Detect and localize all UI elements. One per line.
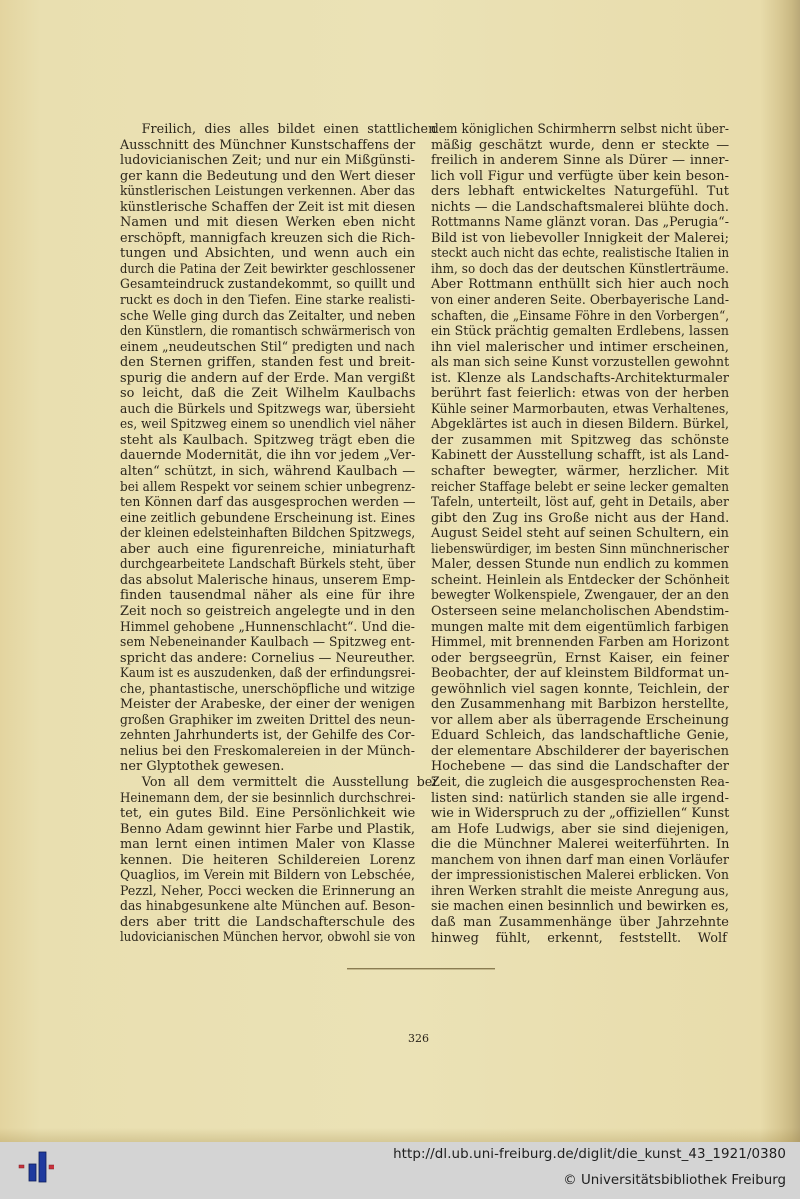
text-line: der elementare Abschilderer der bayerischen [431, 743, 729, 759]
text-line: sie machen einen besinnlich und bewirken es, [431, 899, 729, 915]
text-line: Kabinett der Ausstellung schafft, ist als Land- [431, 448, 729, 464]
text-line: Heinemann dem, der sie besinnlich durchschrei- [120, 790, 416, 806]
text-line: lich voll Figur und verfügte über kein beson- [431, 168, 729, 184]
text-line: tungen und Absichten, und wenn auch ein [120, 246, 416, 262]
text-line: steckt auch nicht das echte, realistische Italien in [431, 246, 730, 262]
text-line: großen Graphiker im zweiten Drittel des neun- [120, 712, 416, 728]
text-line: August Seidel steht auf seinen Schultern, ein [431, 526, 729, 542]
text-line: gewöhnlich viel sagen konnte, Teichlein, der [431, 681, 729, 697]
text-line: künstlerischen Leistungen verkennen. Aber das [120, 184, 415, 200]
text-line: Pezzl, Neher, Pocci wecken die Erinnerung an [120, 883, 416, 899]
text-line: spurig die andern auf der Erde. Man vergißt [120, 370, 415, 386]
text-line: Ausschnitt des Münchner Kunstschaffens der [120, 137, 416, 153]
text-line: Hochebene — das sind die Landschafter der [431, 759, 729, 775]
signoff-line [431, 931, 729, 947]
text-line: das absolut Malerische hinaus, unserem Emp- [120, 572, 416, 588]
permalink-url[interactable]: http://dl.ub.uni-freiburg.de/diglit/die_kunst_43_1921/0380 [393, 1147, 786, 1162]
text-line: ihn viel malerischer und intimer erscheinen, [431, 339, 730, 355]
text-line: alten“ schützt, in sich, während Kaulbach — [120, 464, 416, 480]
text-line: ruckt es doch in den Tiefen. Eine starke realisti- [120, 293, 416, 309]
text-line: ders lebhaft entwickeltes Naturgefühl. Tut [431, 184, 729, 200]
text-line: mäßig geschätzt wurde, denn er steckte — [431, 137, 730, 153]
text-line: dauernde Modernität, die ihn vor jedem „Ver- [120, 448, 416, 464]
text-line: ludovicianischen München hervor, obwohl sie von [120, 930, 416, 946]
library-footer-bar [0, 1142, 800, 1199]
text-line: kennen. Die heiteren Schildereien Lorenz [120, 852, 416, 868]
text-line: ten Können darf das ausgesprochen werden — [120, 495, 416, 511]
text-line: schaften, die „Einsame Föhre in den Vorbergen“, [431, 308, 730, 324]
text-line: finden tausendmal näher als eine für ihre [120, 588, 415, 604]
text-line: Kaum ist es auszudenken, daß der erfindungsrei- [120, 666, 416, 682]
text-line: Freilich, dies alles bildet einen stattlichen [141, 122, 437, 137]
text-line: Osterseen seine melancholischen Abendstim- [431, 603, 729, 619]
final-line: hinweg fühlt, erkennt, feststellt. [431, 930, 682, 946]
text-line: steht als Kaulbach. Spitzweg trägt eben die [120, 432, 415, 448]
page-number: 326 [408, 1032, 429, 1045]
text-line: am Hofe Ludwigs, aber sie sind diejenigen, [431, 821, 729, 837]
text-line: ludovicianischen Zeit; und nur ein Mißgünsti- [120, 153, 416, 169]
text-line: manchem von ihnen darf man einen Vorläufer [431, 852, 730, 868]
text-line: Namen und mit diesen Werken eben nicht [120, 215, 416, 231]
text-line: ist. Klenze als Landschafts-Architekturmaler [431, 370, 729, 386]
text-line: zehnten Jahrhunderts ist, der Gehilfe des Cor- [120, 728, 415, 744]
text-line: aber auch eine figurenreiche, miniaturhaft [120, 541, 416, 557]
text-line: wie in Widerspruch zu der „offiziellen“ Kunst [431, 806, 730, 822]
ub-freiburg-logo-icon[interactable] [8, 1150, 54, 1196]
left-text-column [120, 122, 437, 946]
text-line: vor allem aber als überragende Erscheinung [431, 712, 729, 728]
text-line: erschöpft, mannigfach kreuzen sich die Rich- [120, 230, 416, 246]
text-line: Quaglios, im Verein mit Bildern von Lebschée, [120, 868, 415, 884]
text-line: den Sternen griffen, standen fest und breit- [120, 355, 415, 371]
text-line: freilich in anderem Sinne als Dürer — inner- [431, 153, 729, 169]
text-line: ein Stück prächtig gemalten Erdlebens, lassen [431, 324, 729, 340]
text-line: sem Nebeneinander Kaulbach — Spitzweg ent- [120, 635, 415, 651]
text-line: nichts — die Landschaftsmalerei blühte doch. [431, 199, 729, 215]
text-line: durch die Patina der Zeit bewirkter geschlossener [120, 261, 416, 277]
text-line: dem königlichen Schirmherrn selbst nicht über- [431, 122, 729, 137]
text-line: Abgeklärtes ist auch in diesen Bildern. Bürkel, [431, 417, 729, 433]
text-line: Bild ist von liebevoller Innigkeit der Malerei; [431, 230, 729, 246]
text-line: ders aber tritt die Landschafterschule des [120, 914, 415, 930]
text-line: tet, ein gutes Bild. Eine Persönlichkeit wie [120, 806, 416, 822]
text-line: Zeit noch so geistreich angelegte und in den [120, 603, 416, 619]
text-line: sche Welle ging durch das Zeitalter, und neben [120, 308, 416, 324]
text-line: liebenswürdiger, im besten Sinn münchnerischer [431, 541, 729, 557]
text-line: die die Münchner Malerei weiterführten. In [431, 837, 730, 853]
text-line: Eduard Schleich, das landschaftliche Genie, [431, 728, 729, 744]
text-line: gibt den Zug ins Große nicht aus der Hand. [431, 510, 730, 526]
text-line: Himmel gehobene „Hunnenschlacht“. Und die- [120, 619, 415, 635]
text-line: der zusammen mit Spitzweg das schönste [431, 432, 729, 448]
text-line: den Künstlern, die romantisch schwärmerisch von [120, 324, 416, 340]
author-name: Wolf [697, 930, 727, 946]
text-line: Meister der Arabeske, der einer der wenigen [120, 697, 415, 713]
text-line: Zeit, die zugleich die ausgesprochensten Rea- [431, 774, 730, 790]
text-line: scheint. Heinlein als Entdecker der Schönheit [431, 572, 730, 588]
text-line: künstlerische Schaffen der Zeit ist mit diesen [120, 199, 416, 215]
copyright-notice: © Universitätsbibliothek Freiburg [563, 1173, 786, 1188]
text-line: che, phantastische, unerschöpfliche und witzige [120, 681, 415, 697]
text-line: reicher Staffage belebt er seine lecker gemalten [431, 479, 729, 495]
text-line: durchgearbeitete Landschaft Bürkels steht, über [120, 557, 416, 573]
text-line: bei allem Respekt vor seinem schier unbegrenz- [120, 479, 416, 495]
text-line: bewegter Wolkenspiele, Zwengauer, der an den [431, 588, 729, 604]
text-line: einem „neudeutschen Stil“ predigten und nach [120, 339, 415, 355]
right-text-column [431, 122, 729, 930]
text-line: Himmel, mit brennenden Farben am Horizont [431, 635, 729, 651]
text-line: der impressionistischen Malerei erblicken. Von [431, 868, 729, 884]
text-line: den Zusammenhang mit Barbizon herstellte, [431, 697, 729, 713]
text-line: Kühle seiner Marmorbauten, etwas Verhaltenes, [431, 401, 730, 417]
signoff-block [431, 931, 729, 947]
text-line: man lernt einen intimen Maler von Klasse [120, 837, 415, 853]
text-line: Benno Adam gewinnt hier Farbe und Plastik, [120, 821, 415, 837]
text-line: Beobachter, der auf kleinstem Bildformat un- [431, 666, 729, 682]
text-line: Von all dem vermittelt die Ausstellung bei [141, 774, 437, 790]
text-line: Maler, dessen Stunde nun endlich zu kommen [431, 557, 729, 573]
text-line: es, weil Spitzweg einem so unendlich viel näher [120, 417, 416, 433]
text-line: ger kann die Bedeutung und den Wert dieser [120, 168, 415, 184]
text-line: so leicht, daß die Zeit Wilhelm Kaulbachs [120, 386, 416, 402]
text-line: schafter bewegter, wärmer, herzlicher. Mit [431, 464, 729, 480]
text-line: oder bergseegrün, Ernst Kaiser, ein feiner [431, 650, 729, 666]
text-line: als man sich seine Kunst vorzustellen gewohnt [431, 355, 730, 371]
text-line: der kleinen edelsteinhaften Bildchen Spitzwegs, [120, 526, 416, 542]
text-line: Aber Rottmann enthüllt sich hier auch noch [431, 277, 730, 293]
text-line: ihm, so doch das der deutschen Künstlerträume. [431, 261, 729, 277]
text-line: Rottmanns Name glänzt voran. Das „Perugia“- [431, 215, 729, 231]
text-line: berührt fast feierlich: etwas von der herben [431, 386, 730, 402]
text-line: ihren Werken strahlt die meiste Anregung aus, [431, 883, 729, 899]
text-line: nelius bei den Freskomalereien in der Münch- [120, 743, 415, 759]
section-separator-rule [347, 968, 495, 969]
text-line: mungen malte mit dem eigentümlich farbigen [431, 619, 729, 635]
text-line: spricht das andere: Cornelius — Neureuther. [120, 650, 416, 666]
text-line: von einer anderen Seite. Oberbayerische Land- [431, 293, 730, 309]
text-line: das hinabgesunkene alte München auf. Beson- [120, 899, 415, 915]
text-line: daß man Zusammenhänge über Jahrzehnte [431, 914, 729, 930]
text-line: listen sind: natürlich standen sie alle irgend- [431, 790, 729, 806]
text-line: auch die Bürkels und Spitzwegs war, übersieht [120, 401, 415, 417]
text-line: Gesamteindruck zustandekommt, so quillt und [120, 277, 416, 293]
text-line: eine zeitlich gebundene Erscheinung ist. Eines [120, 510, 416, 526]
text-line: ner Glyptothek gewesen. [120, 759, 285, 775]
text-line: Tafeln, unterteilt, löst auf, geht in Details, aber [431, 495, 729, 511]
